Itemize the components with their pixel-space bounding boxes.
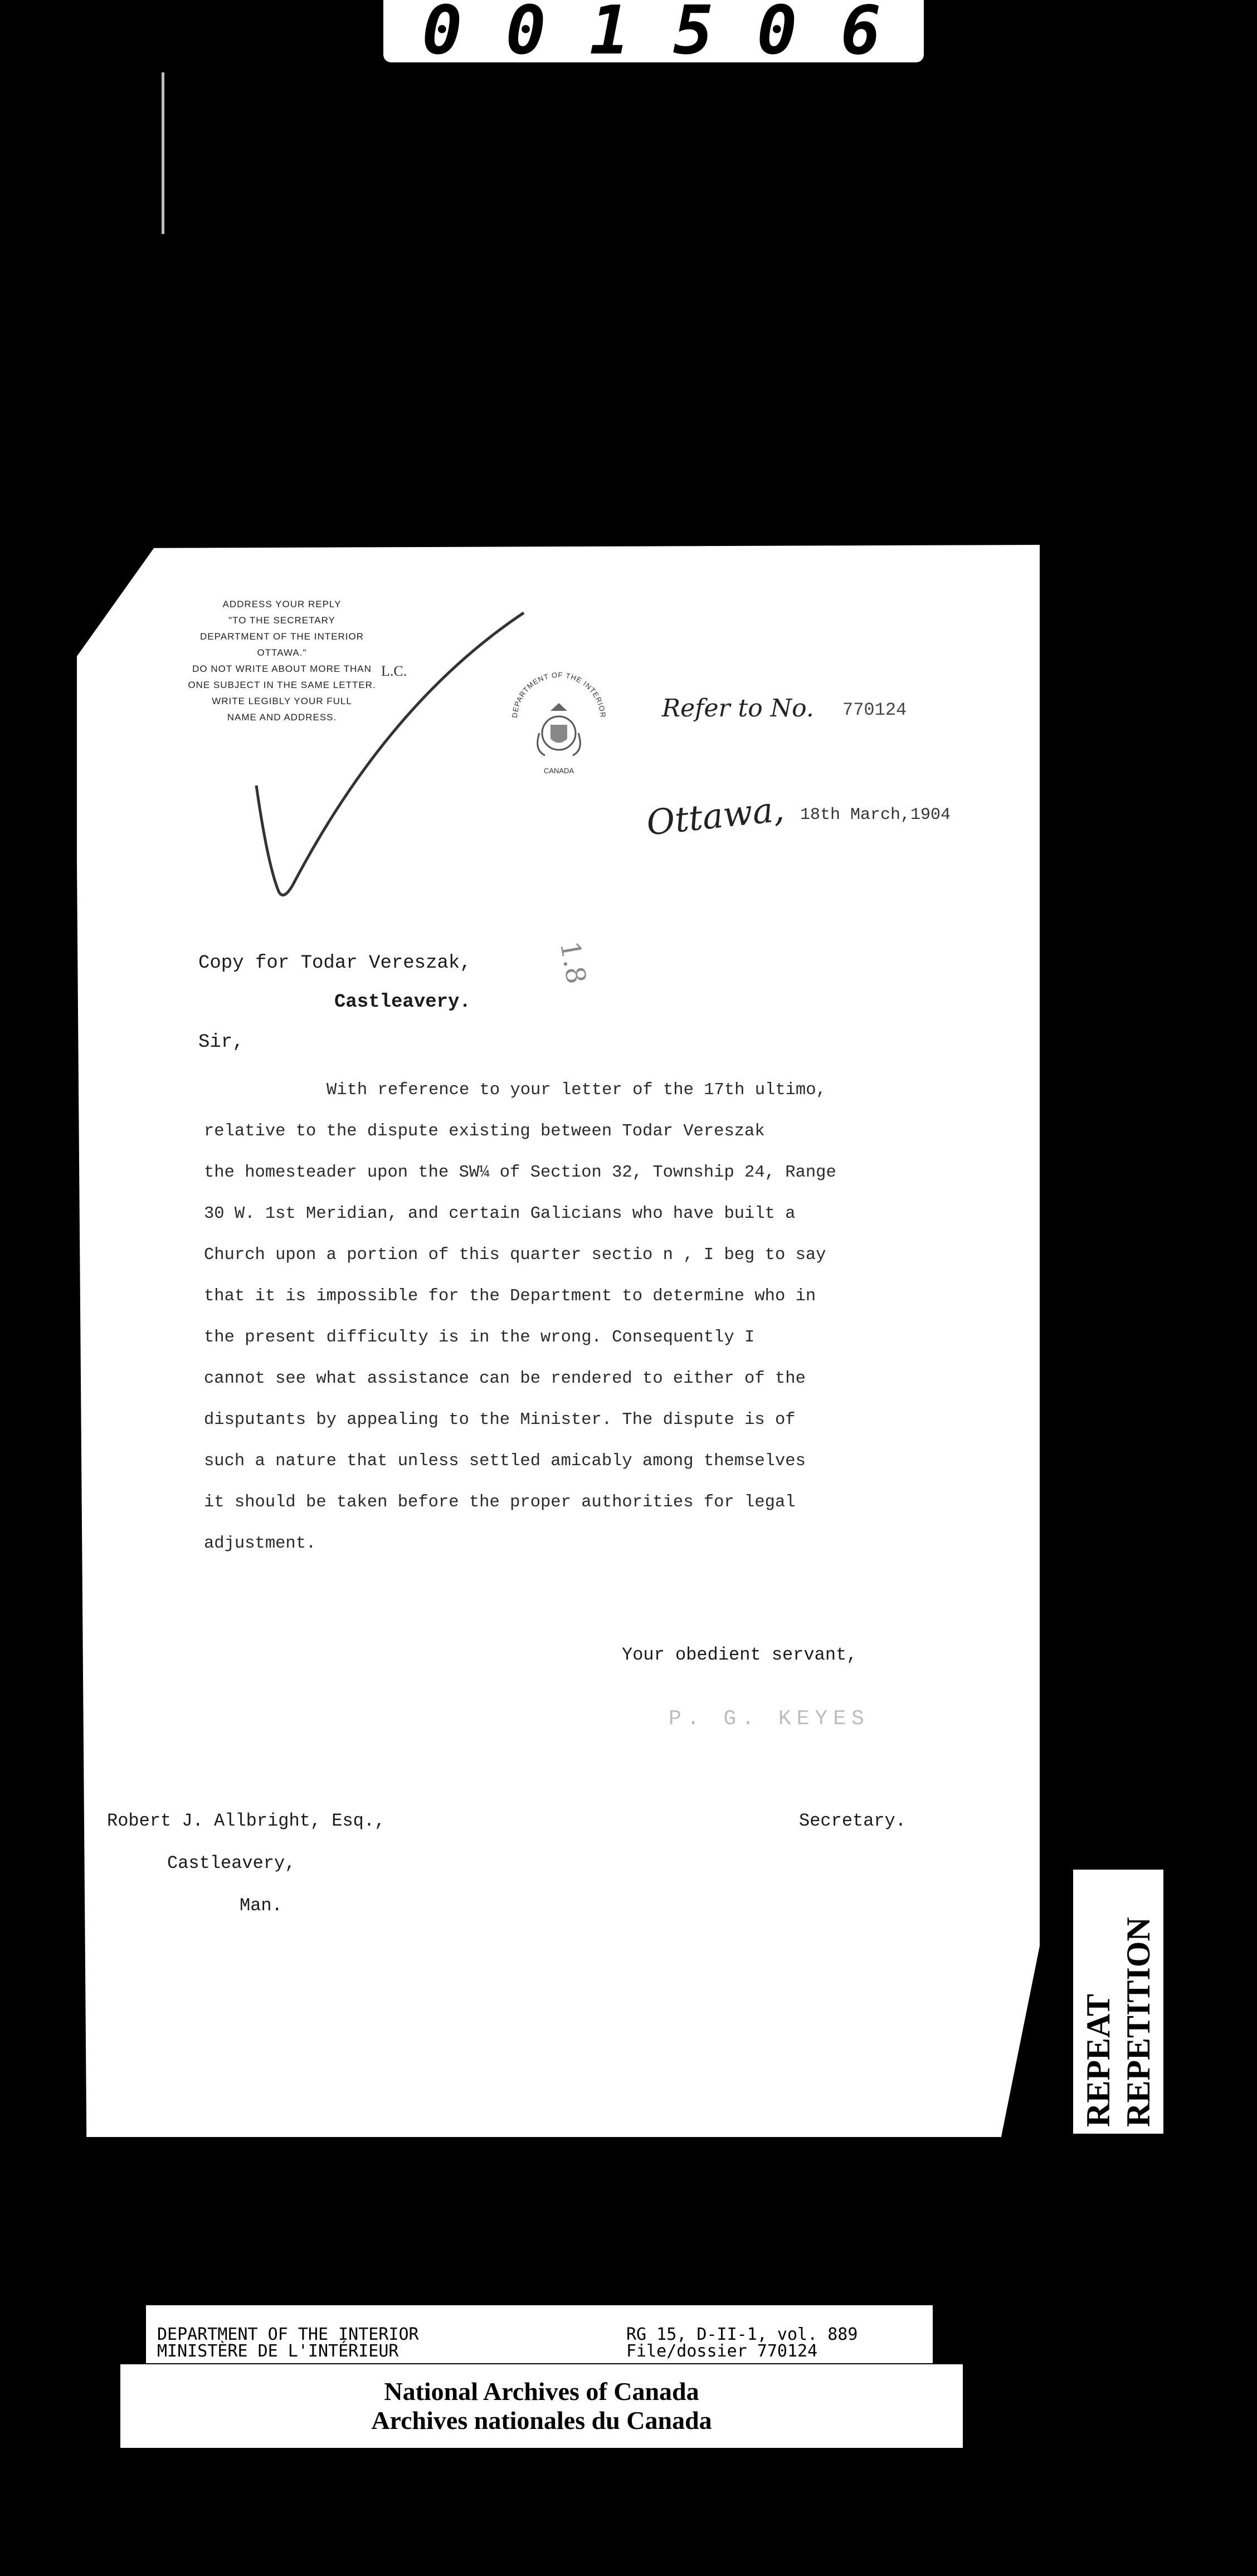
repeat-label: REPEAT <box>1080 1994 1117 2127</box>
reply-line: OTTAWA." <box>257 647 307 658</box>
body-line: cannot see what assistance can be rendered to either of the <box>204 1369 806 1388</box>
seal-bottom-text: CANADA <box>543 767 574 775</box>
seal-top-text: DEPARTMENT OF THE INTERIOR <box>510 670 608 719</box>
body-line: the homesteader upon the SW¼ of Section 32, Township 24, Range <box>204 1163 836 1182</box>
signature-stamp: P. G. KEYES <box>669 1707 870 1731</box>
archive-reference-header <box>146 2305 933 2363</box>
department-en: DEPARTMENT OF THE INTERIOR <box>157 2325 419 2344</box>
body-line: the present difficulty is in the wrong. Consequently I <box>204 1328 755 1347</box>
refer-number: 770124 <box>842 700 907 720</box>
reply-instructions <box>165 596 399 725</box>
body-line: 30 W. 1st Meridian, and certain Galicians who have built a <box>204 1204 796 1223</box>
signer-title: Secretary. <box>799 1811 907 1831</box>
archive-name-en: National Archives of Canada <box>384 2377 699 2406</box>
body-line: that it is impossible for the Department to determine who in <box>204 1287 816 1306</box>
body-line: With reference to your letter of the 17th ultimo, <box>327 1081 826 1100</box>
addressee-town: Castleavery, <box>167 1853 296 1874</box>
addressee-province: Man. <box>240 1895 282 1916</box>
repetition-label: REPETITION <box>1120 1917 1157 2127</box>
frame-number-label <box>383 0 924 70</box>
repeat-stamp <box>1073 1870 1163 2134</box>
reply-line: DO NOT WRITE ABOUT MORE THAN <box>192 663 372 674</box>
reply-line: "TO THE SECRETARY <box>228 615 335 626</box>
salutation: Sir, <box>198 1032 244 1053</box>
clerk-initials: L.C. <box>381 663 407 679</box>
reply-line: WRITE LEGIBLY YOUR FULL <box>212 696 352 706</box>
archive-reference: RG 15, D-II-1, vol. 889 <box>626 2325 858 2344</box>
reply-line: NAME AND ADDRESS. <box>227 712 337 723</box>
body-line: such a nature that unless settled amicably among themselves <box>204 1452 806 1471</box>
copy-recipient-line: Copy for Todar Vereszak, <box>198 953 471 974</box>
addressee-name: Robert J. Allbright, Esq., <box>107 1811 386 1831</box>
reply-line: ADDRESS YOUR REPLY <box>222 599 342 609</box>
body-line: it should be taken before the proper authorities for legal <box>204 1493 796 1512</box>
closing: Your obedient servant, <box>622 1645 858 1665</box>
faint-stamp-mark: 1.8 <box>553 939 592 987</box>
reply-line: DEPARTMENT OF THE INTERIOR <box>200 631 364 642</box>
letter-body <box>204 1070 973 1564</box>
body-line: relative to the dispute existing between Todar Vereszak <box>204 1122 765 1141</box>
refer-to-label: Refer to No. <box>662 694 814 723</box>
archive-caption <box>120 2364 963 2448</box>
department-seal-icon <box>506 666 612 778</box>
reply-line: ONE SUBJECT IN THE SAME LETTER. <box>188 680 376 690</box>
archive-file: File/dossier 770124 <box>626 2341 818 2361</box>
body-line: adjustment. <box>204 1534 316 1553</box>
film-scratch-line <box>162 72 164 234</box>
department-fr: MINISTÈRE DE L'INTÉRIEUR <box>157 2341 399 2361</box>
body-line: Church upon a portion of this quarter sectio n , I beg to say <box>204 1246 826 1265</box>
svg-text:DEPARTMENT OF THE INTERIOR <box>510 671 607 718</box>
copy-recipient-place: Castleavery. <box>334 992 471 1013</box>
frame-number: 001506 <box>422 0 924 70</box>
letter-date: 18th March,1904 <box>800 806 951 824</box>
archive-name-fr: Archives nationales du Canada <box>371 2406 712 2434</box>
place-name: Ottawa, <box>644 788 786 843</box>
body-line: disputants by appealing to the Minister. The dispute is of <box>204 1411 796 1430</box>
